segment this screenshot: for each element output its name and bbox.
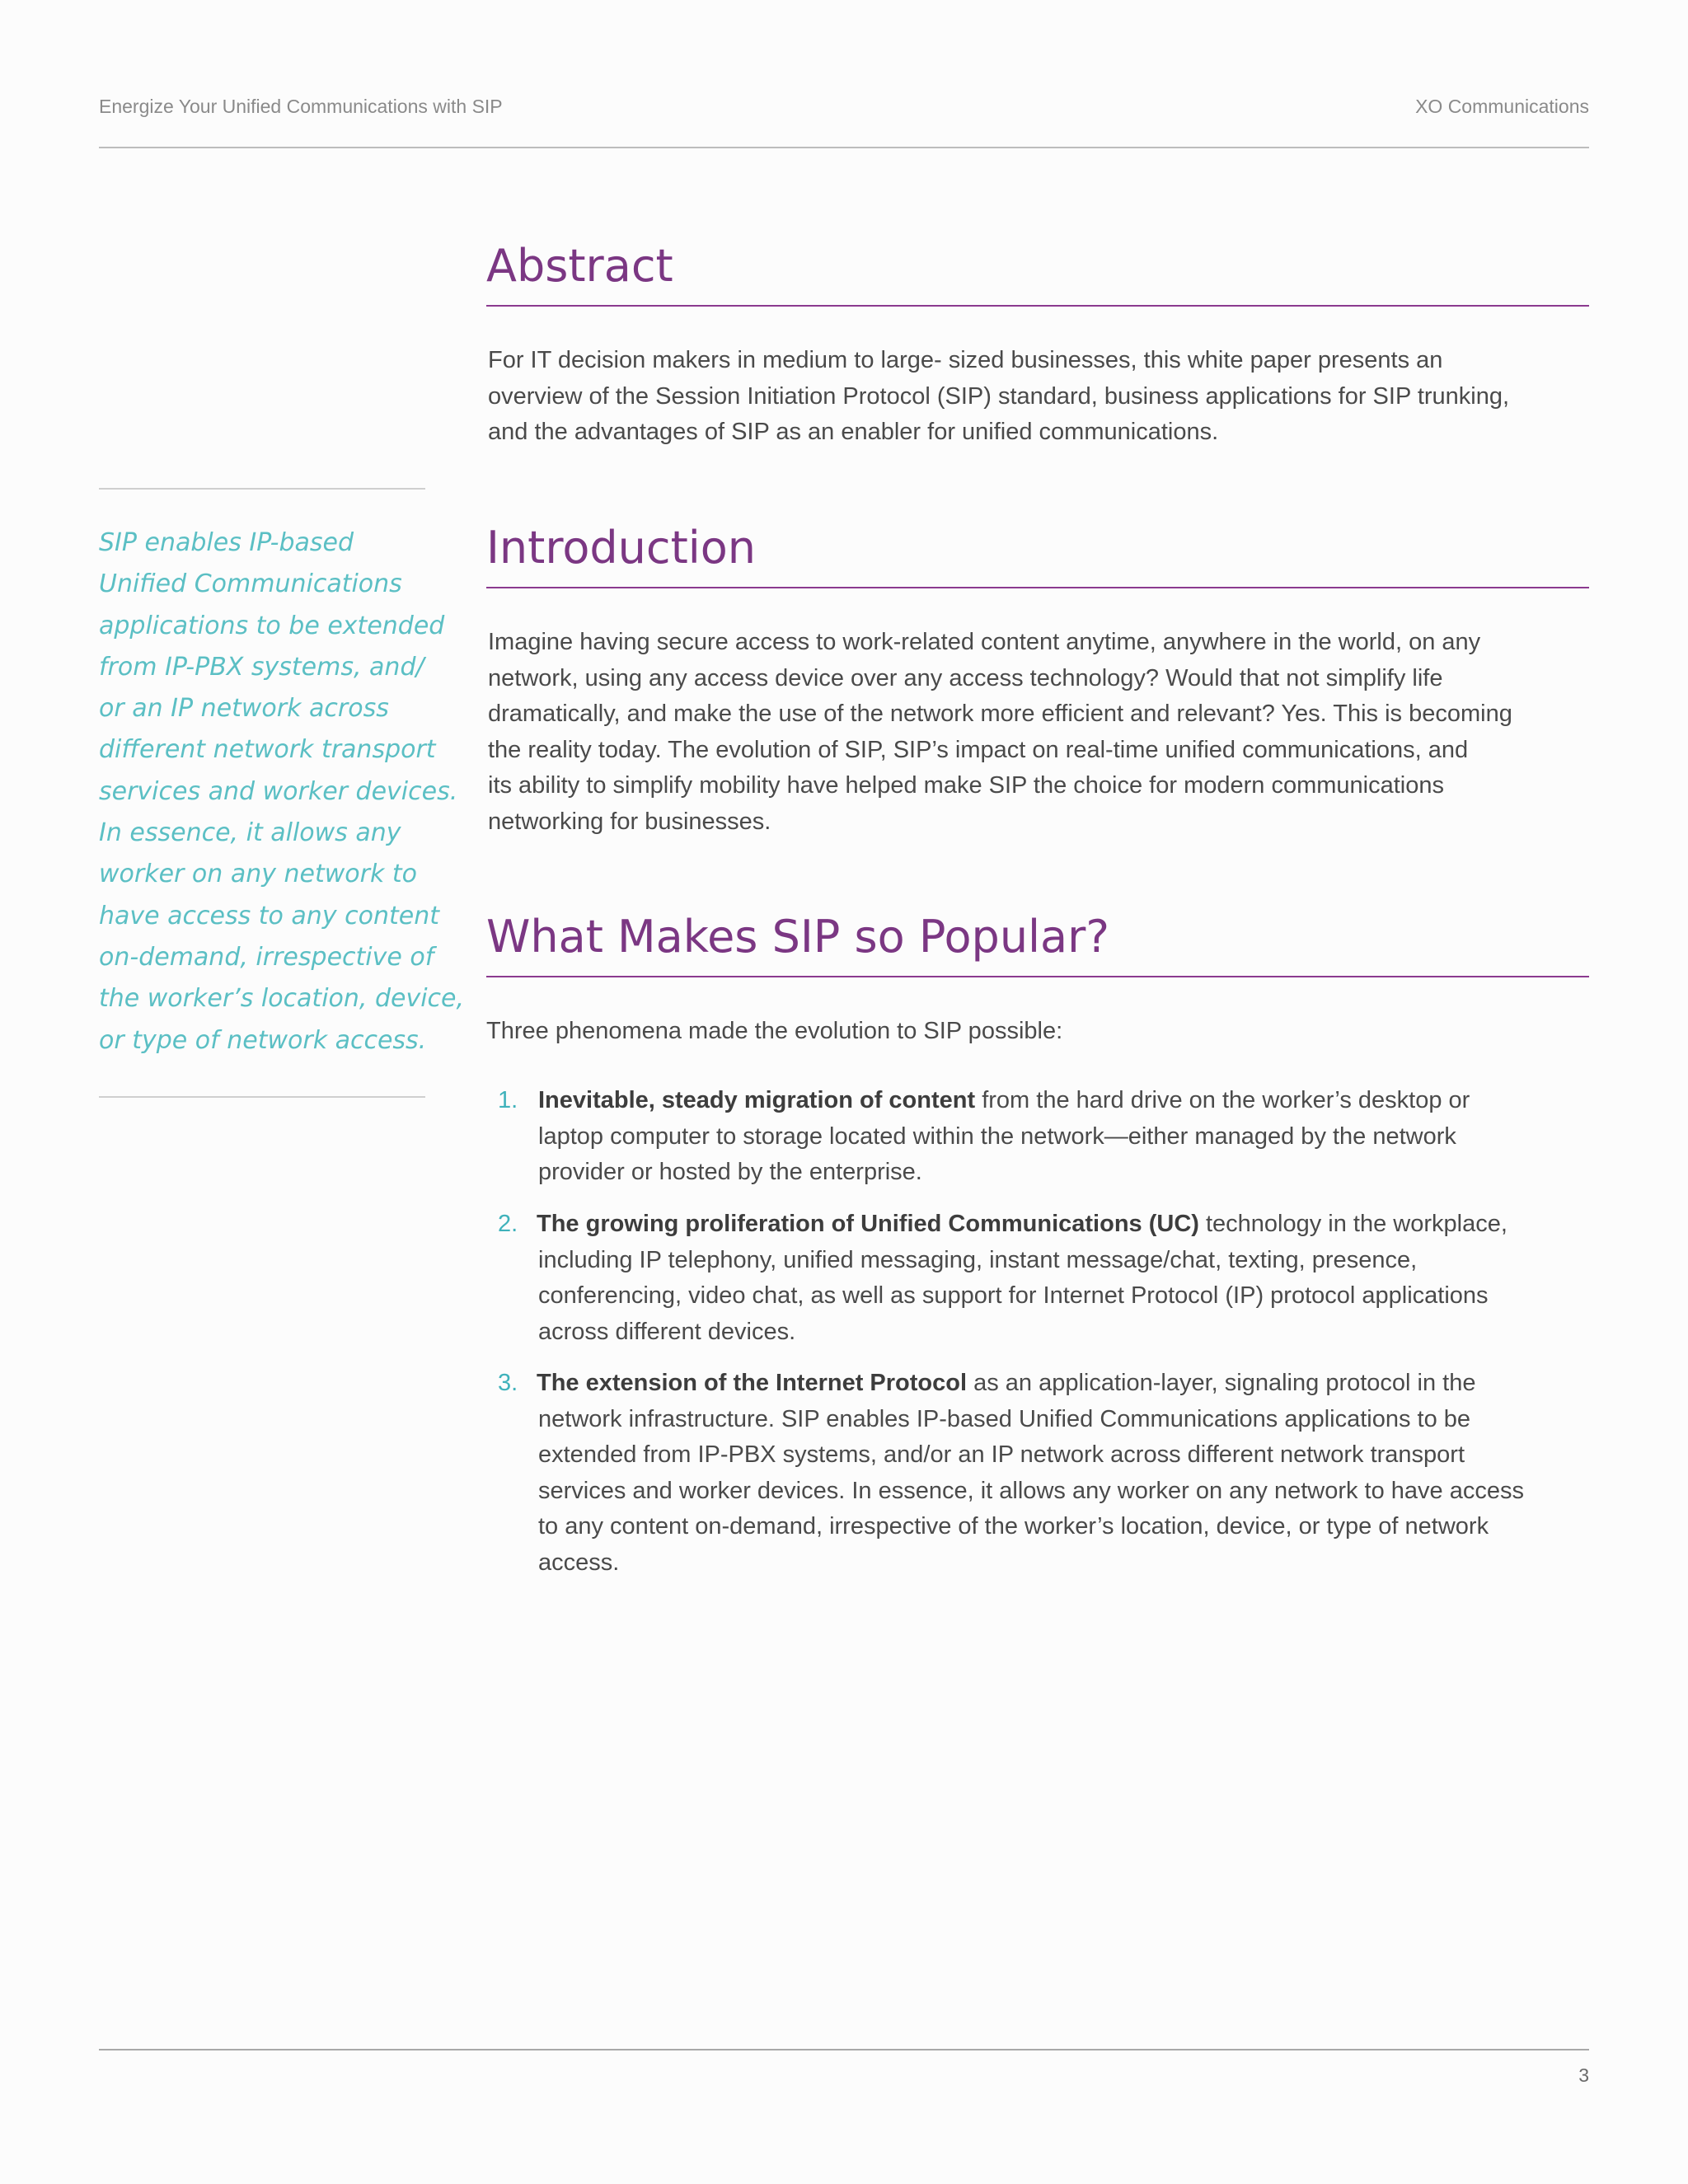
pull-quote-line: the worker’s location, device, <box>99 984 465 1014</box>
pull-quote-line: applications to be extended <box>99 611 445 640</box>
abstract-paragraph <box>488 343 1589 451</box>
introduction-line: network, using any access device over any access technology? Would that not simplify life <box>488 664 1443 691</box>
list-item-line: network infrastructure. SIP enables IP-based Unified Communications applications to be <box>538 1405 1471 1432</box>
list-item-line: conferencing, video chat, as well as support for Internet Protocol (IP) protocol applications <box>538 1282 1489 1309</box>
pull-quote-line: SIP enables IP-based <box>99 528 354 557</box>
list-item-line: to any content on-demand, irrespective of the worker’s location, device, or type of network <box>538 1513 1489 1540</box>
pull-quote-line: services and worker devices. <box>99 776 458 806</box>
list-item-line: provider or hosted by the enterprise. <box>538 1159 922 1185</box>
pull-quote-line: worker on any network to <box>99 860 418 889</box>
popular-intro: Three phenomena made the evolution to SIP possible: <box>486 1018 1063 1044</box>
pull-quote-line: have access to any content <box>99 901 439 930</box>
running-header <box>99 92 1589 148</box>
introduction-line: Imagine having secure access to work-related content anytime, anywhere in the world, on any <box>488 629 1481 655</box>
pull-quote-line: or an IP network across <box>99 694 389 724</box>
list-item-line: services and worker devices. In essence, it allows any worker on any network to have access <box>538 1477 1524 1504</box>
list-item-text: technology in the workplace, <box>1198 1211 1507 1237</box>
pull-quote-line: In essence, it allows any <box>99 818 401 848</box>
company-name: XO Communications <box>1415 96 1589 117</box>
pull-quote-line: different network transport <box>99 735 436 765</box>
list-item-number: 2. <box>498 1211 518 1237</box>
introduction-line: the reality today. The evolution of SIP, SIP’s impact on real-time unified communications, and <box>488 736 1469 763</box>
abstract-line: overview of the Session Initiation Protocol (SIP) standard, business applications for SIP trunking, <box>488 382 1510 410</box>
pull-quote-line: from IP-PBX systems, and/ <box>99 652 424 682</box>
list-item <box>486 1366 1589 1581</box>
sidebar-pull-quote-box <box>99 488 465 1098</box>
footer-divider <box>99 2049 1589 2050</box>
abstract-heading: Abstract <box>486 244 1589 307</box>
list-item-number: 3. <box>498 1370 518 1396</box>
introduction-line: its ability to simplify mobility have helped make SIP the choice for modern communications <box>488 772 1444 799</box>
list-item-bold-lead: The extension of the Internet Protocol <box>537 1370 968 1396</box>
page-number: 3 <box>1578 2064 1589 2086</box>
list-item <box>486 1207 1589 1350</box>
document-title: Energize Your Unified Communications with SIP <box>99 96 503 117</box>
list-item-line: including IP telephony, unified messaging, instant message/chat, texting, presence, <box>538 1246 1418 1273</box>
list-item-number: 1. <box>498 1087 518 1113</box>
abstract-line: For IT decision makers in medium to large- sized businesses, this white paper presents an <box>488 347 1443 373</box>
introduction-paragraph <box>488 625 1589 840</box>
introduction-line: networking for businesses. <box>488 808 771 835</box>
list-item-text: from the hard drive on the worker’s desktop or <box>975 1087 1470 1113</box>
popular-heading: What Makes SIP so Popular? <box>486 915 1589 977</box>
pull-quote-line: Unified Communications <box>99 569 402 599</box>
list-item-bold-lead: The growing proliferation of Unified Communications (UC) <box>537 1211 1199 1237</box>
list-item <box>486 1083 1589 1191</box>
list-item-bold-lead: Inevitable, steady migration of content <box>538 1087 976 1113</box>
list-item-line: access. <box>538 1549 620 1576</box>
pull-quote-line: or type of network access. <box>99 1025 427 1055</box>
introduction-heading: Introduction <box>486 526 1589 588</box>
list-item-line: extended from IP-PBX systems, and/or an IP network across different network transport <box>538 1441 1465 1468</box>
abstract-line: and the advantages of SIP as an enabler for unified communications. <box>488 419 1219 445</box>
pull-quote <box>99 523 465 1062</box>
list-item-line: across different devices. <box>538 1318 796 1345</box>
list-item-line: laptop computer to storage located within the network—either managed by the network <box>538 1122 1456 1150</box>
list-item-text: as an application-layer, signaling protocol in the <box>967 1370 1476 1396</box>
pull-quote-line: on-demand, irrespective of <box>99 942 434 972</box>
introduction-line: dramatically, and make the use of the network more efficient and relevant? Yes. This is becoming <box>488 701 1512 727</box>
